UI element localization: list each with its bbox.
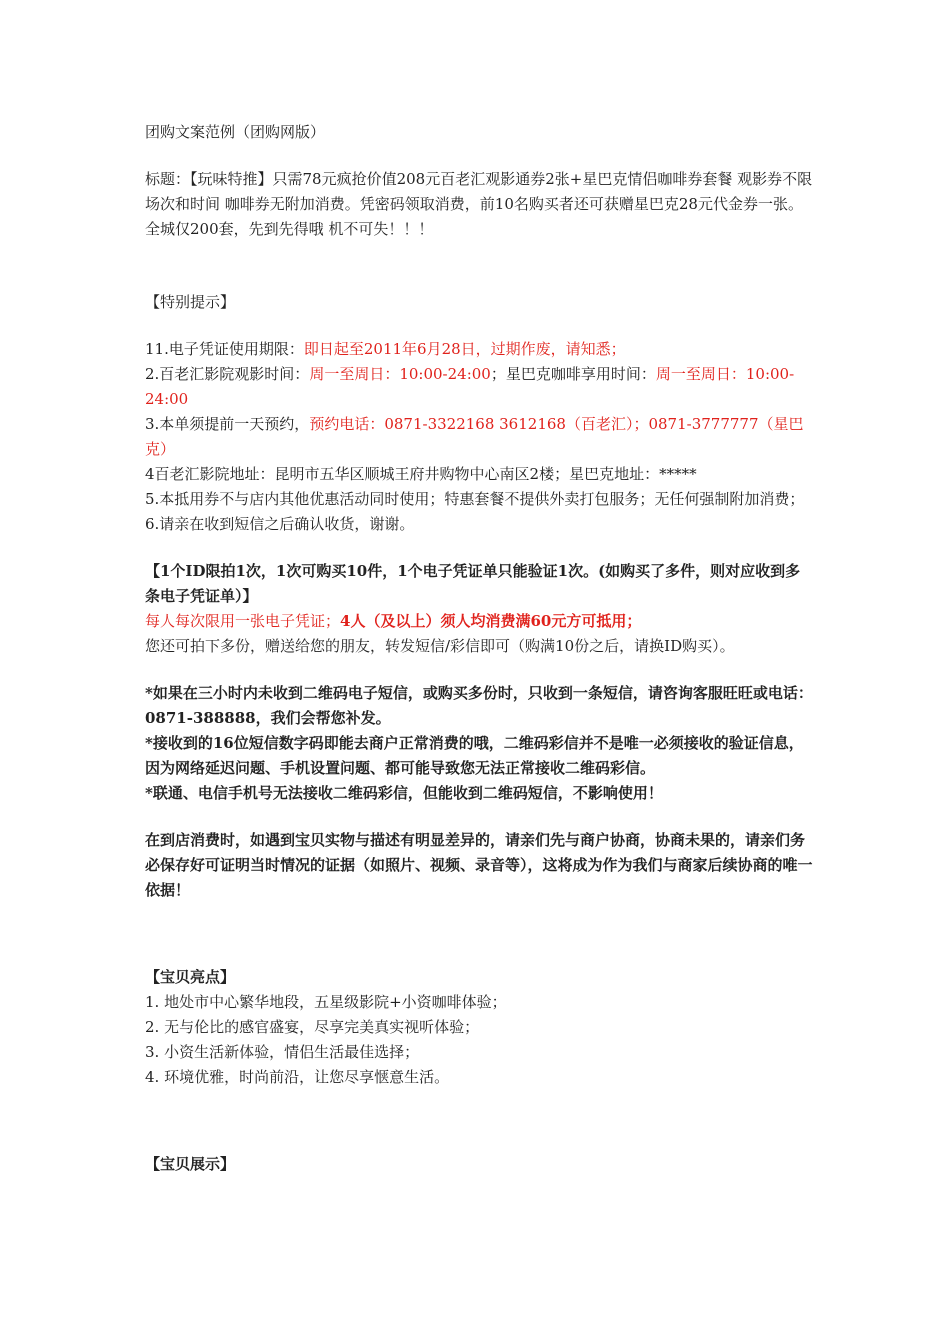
dispute-paragraph: 在到店消费时，如遇到宝贝实物与描述有明显差异的，请亲们先与商户协商，协商未果的，请亲们务必保存好可证明当时情况的证据（如照片、视频、录音等），这将成为作为我们与商家后续协商的唯一依据！ bbox=[145, 831, 813, 899]
highlight-item-3: 3. 小资生活新体验，情侣生活最佳选择； bbox=[145, 1043, 420, 1061]
special-item-4: 4百老汇影院地址：昆明市五华区顺城王府井购物中心南区2楼；星巴克地址：***** bbox=[145, 465, 697, 483]
special-item-3 bbox=[145, 412, 813, 462]
limit-line-2a: 每人每次限用一张电子凭证； bbox=[145, 612, 341, 630]
item2-label-b: ；星巴克咖啡享用时间： bbox=[490, 365, 656, 383]
special-item-2 bbox=[145, 362, 813, 412]
highlight-item-2: 2. 无与伦比的感官盛宴，尽享完美真实视听体验； bbox=[145, 1018, 480, 1036]
headline: 标题：【玩味特推】只需78元疯抢价值208元百老汇观影通券2张+星巴克情侣咖啡券套餐 观影券不限场次和时间 咖啡券无附加消费。凭密码领取消费，前10名购买者还可获赠星巴克28元代金券一张。全城仅200套，先到先得哦 机不可失！！！ bbox=[145, 170, 813, 238]
special-item-5: 5.本抵用券不与店内其他优惠活动同时使用；特惠套餐不提供外卖打包服务；无任何强制附加消费； bbox=[145, 490, 805, 508]
note-2: *接收到的16位短信数字码即能去商户正常消费的哦，二维码彩信并不是唯一必须接收的验证信息，因为网络延迟问题、手机设置问题、都可能导致您无法正常接收二维码彩信。 bbox=[145, 734, 804, 777]
note-3: *联通、电信手机号无法接收二维码彩信，但能收到二维码短信，不影响使用！ bbox=[145, 784, 663, 802]
limit-line-2 bbox=[145, 609, 813, 634]
item2-label-a: 2.百老汇影院观影时间： bbox=[145, 365, 310, 383]
item2-value-a: 周一至周日：10:00-24:00 bbox=[309, 365, 491, 383]
item1-label: 11.电子凭证使用期限： bbox=[145, 340, 304, 358]
item2-value-b: 周一至周日：10:00-24:00 bbox=[145, 365, 795, 408]
limit-line-1: 【1个ID限拍1次，1次可购买10件，1个电子凭证单只能验证1次。(如购买了多件，则对应收到多条电子凭证单）】 bbox=[145, 562, 801, 605]
special-item-1 bbox=[145, 337, 813, 362]
highlights-heading: 【宝贝亮点】 bbox=[145, 968, 236, 986]
highlight-item-1: 1. 地处市中心繁华地段，五星级影院+小资咖啡体验； bbox=[145, 993, 507, 1011]
special-item-6: 6.请亲在收到短信之后确认收货，谢谢。 bbox=[145, 515, 415, 533]
item3-label: 3.本单须提前一天预约， bbox=[145, 415, 310, 433]
special-heading: 【特别提示】 bbox=[145, 293, 236, 311]
note-1: *如果在三小时内未收到二维码电子短信，或购买多份时，只收到一条短信，请咨询客服旺旺或电话：0871-388888，我们会帮您补发。 bbox=[145, 684, 813, 727]
item1-value: 即日起至2011年6月28日，过期作废，请知悉； bbox=[303, 340, 626, 358]
item3-value: 预约电话：0871-3322168 3612168（百老汇）；0871-3777777（星巴克） bbox=[145, 415, 804, 458]
limit-line-2b: 4人（及以上）须人均消费满60元方可抵用； bbox=[340, 612, 642, 630]
document-page bbox=[145, 120, 813, 1177]
showcase-heading: 【宝贝展示】 bbox=[145, 1155, 236, 1173]
highlight-item-4: 4. 环境优雅，时尚前沿，让您尽享惬意生活。 bbox=[145, 1068, 450, 1086]
doc-title: 团购文案范例（团购网版） bbox=[145, 123, 326, 141]
limit-line-3: 您还可拍下多份，赠送给您的朋友，转发短信/彩信即可（购满10份之后，请换ID购买）。 bbox=[145, 637, 735, 655]
